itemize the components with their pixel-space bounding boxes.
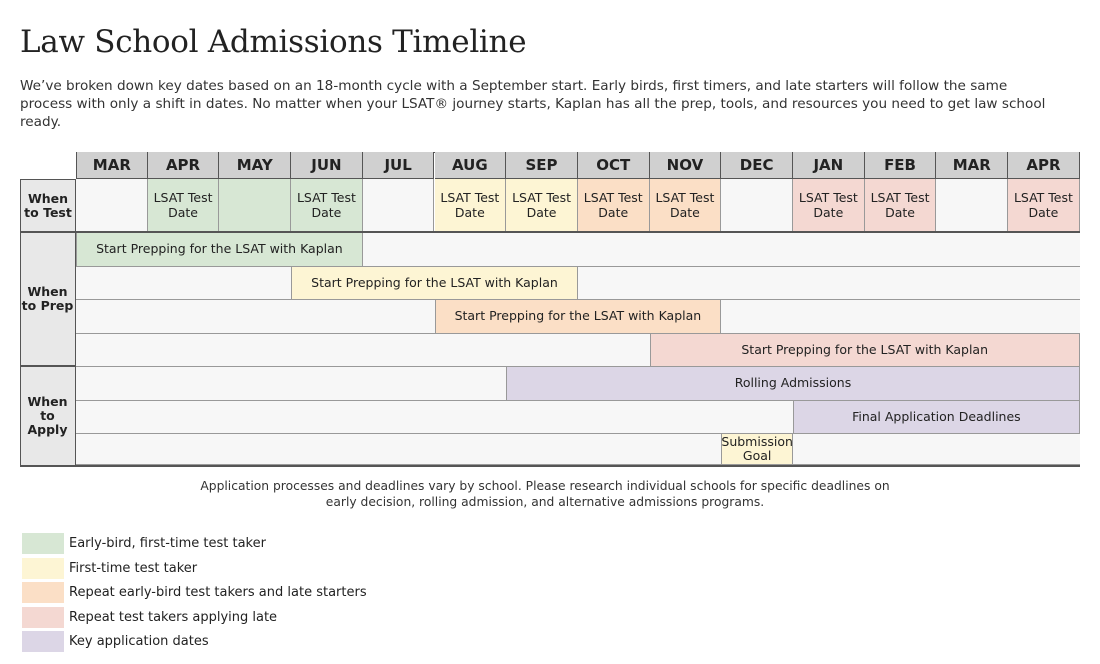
legend-swatch xyxy=(22,582,64,603)
empty-test-cell xyxy=(219,179,291,231)
legend-label: Key application dates xyxy=(69,634,209,650)
month-header-jan-10: JAN xyxy=(793,152,865,179)
lsat-test-date-cell: LSAT Test Date xyxy=(650,179,722,231)
prep-bar-3: Start Prepping for the LSAT with Kaplan xyxy=(650,334,1080,367)
month-header-sep-6: SEP xyxy=(506,152,578,179)
month-header-jun-3: JUN xyxy=(291,152,363,179)
legend-label: First-time test taker xyxy=(69,560,198,576)
prep-bar-2: Start Prepping for the LSAT with Kaplan xyxy=(435,300,722,333)
month-header-oct-7: OCT xyxy=(578,152,650,179)
empty-test-cell xyxy=(936,179,1008,231)
month-header-apr-1: APR xyxy=(148,152,220,179)
month-header-feb-11: FEB xyxy=(865,152,937,179)
lsat-test-date-cell: LSAT Test Date xyxy=(578,179,650,231)
legend-swatch xyxy=(22,533,64,554)
timeline-bottom-border xyxy=(20,465,1080,467)
legend-item xyxy=(22,533,266,554)
empty-test-cell xyxy=(76,179,148,231)
month-header-apr-13: APR xyxy=(1008,152,1080,179)
empty-test-cell xyxy=(363,179,435,231)
month-header-may-2: MAY xyxy=(219,152,291,179)
prep-bar-0: Start Prepping for the LSAT with Kaplan xyxy=(76,233,363,266)
prep-lane-1 xyxy=(76,267,1080,301)
month-header-mar-0: MAR xyxy=(76,152,148,179)
lsat-test-date-cell: LSAT Test Date xyxy=(506,179,578,231)
empty-test-cell xyxy=(721,179,793,231)
month-header-nov-8: NOV xyxy=(650,152,722,179)
final-deadlines-bar: Final Application Deadlines xyxy=(793,401,1080,434)
intro-paragraph: We’ve broken down key dates based on an 18-month cycle with a September start. Early birds, first timers, and late starters will follow the same process with only a shift in dates. No matter when your LSAT® journey starts, Kaplan has all the prep, tools, and resources you need to get law school ready. xyxy=(20,78,1046,130)
legend-label: Repeat test takers applying late xyxy=(69,609,278,625)
disclaimer-note: Application processes and deadlines vary by school. Please research individual schools for specific deadlines on early decision, rolling admission, and alternative admissions programs. xyxy=(200,479,890,509)
legend-swatch xyxy=(22,558,64,579)
month-header-aug-5: AUG xyxy=(435,152,507,179)
month-header-jul-4: JUL xyxy=(363,152,435,179)
lsat-test-date-cell: LSAT Test Date xyxy=(1008,179,1080,231)
lsat-test-date-cell: LSAT Test Date xyxy=(291,179,363,231)
legend-item xyxy=(22,582,367,603)
prep-bar-1: Start Prepping for the LSAT with Kaplan xyxy=(291,267,578,300)
lsat-test-date-cell: LSAT Test Date xyxy=(865,179,937,231)
legend-label: Repeat early-bird test takers and late starters xyxy=(69,585,367,601)
lsat-test-date-cell: LSAT Test Date xyxy=(148,179,220,231)
page-title: Law School Admissions Timeline xyxy=(20,24,527,60)
rolling-admissions-bar: Rolling Admissions xyxy=(506,367,1080,400)
lsat-test-date-cell: LSAT Test Date xyxy=(435,179,507,231)
row-label-when-to-test: When to Test xyxy=(20,179,76,232)
legend-item xyxy=(22,558,197,579)
admissions-timeline xyxy=(20,152,1080,467)
row-label-when-to-apply: When to Apply xyxy=(20,366,76,466)
apply-lane-2 xyxy=(76,434,1080,465)
legend-item xyxy=(22,631,209,652)
row-label-when-to-prep: When to Prep xyxy=(20,232,76,366)
legend-label: Early-bird, first-time test taker xyxy=(69,536,266,551)
submission-goal-bar: Submission Goal xyxy=(721,434,793,463)
month-header-dec-9: DEC xyxy=(721,152,793,179)
lsat-test-date-cell: LSAT Test Date xyxy=(793,179,865,231)
legend-item xyxy=(22,607,277,628)
legend-swatch xyxy=(22,607,64,628)
timeline-left-border xyxy=(20,179,21,467)
month-header-mar-12: MAR xyxy=(936,152,1008,179)
legend-swatch xyxy=(22,631,64,652)
